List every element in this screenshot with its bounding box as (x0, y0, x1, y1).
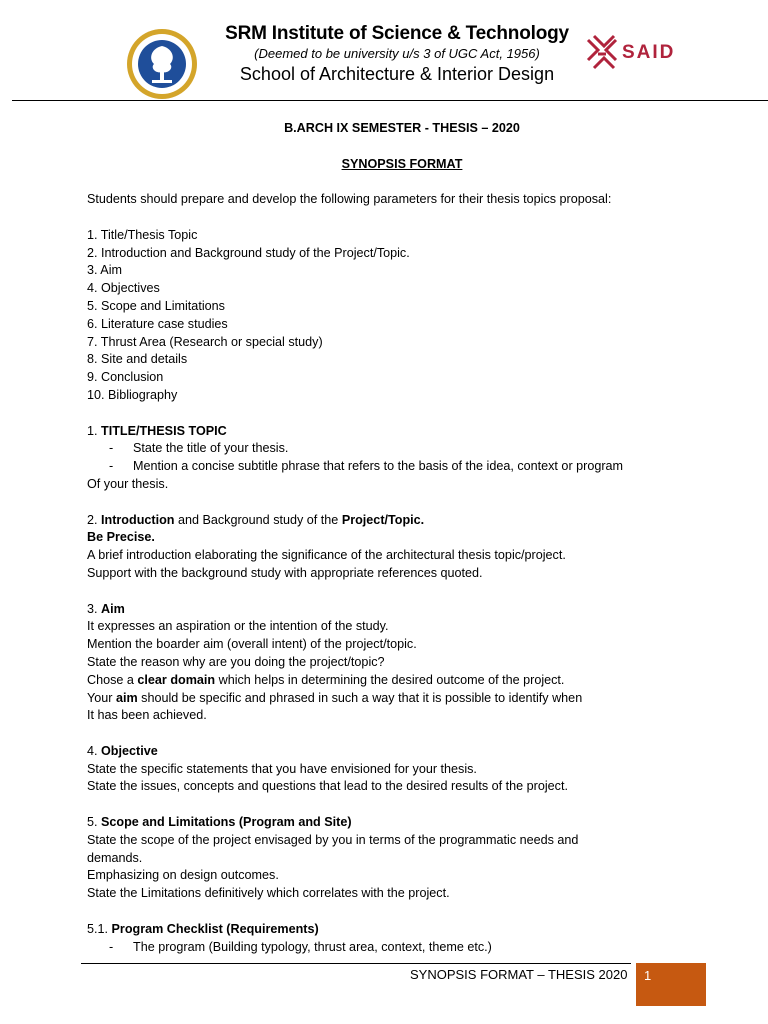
paragraph-line: Emphasizing on design outcomes. (87, 868, 279, 883)
paragraph-line: State the specific statements that you have envisioned for your thesis. (87, 761, 477, 776)
institution-name: SRM Institute of Science & Technology (225, 23, 569, 44)
section-4-heading: 4. Objective (87, 743, 158, 758)
bullet-continuation: Of your thesis. (87, 476, 169, 491)
deemed-university-note: (Deemed to be university u/s 3 of UGC Act, 1956) (254, 46, 540, 61)
section-3-heading: 3. Aim (87, 601, 125, 616)
section-5-heading: 5. Scope and Limitations (Program and Site) (87, 815, 352, 830)
bullet-item: - The program (Building typology, thrust area, context, theme etc.) (109, 939, 492, 954)
section-1-heading: 1. TITLE/THESIS TOPIC (87, 423, 227, 438)
said-logo-text: SAID (622, 42, 676, 63)
semester-heading: B.ARCH IX SEMESTER - THESIS – 2020 (284, 121, 520, 135)
section-5-1-heading: 5.1. Program Checklist (Requirements) (87, 921, 319, 936)
paragraph-line: Your aim should be specific and phrased in such a way that it is possible to identify when (87, 690, 583, 705)
page-header (0, 14, 768, 100)
page-number: 1 (644, 968, 652, 983)
paragraph-line: State the scope of the project envisaged by you in terms of the programmatic needs and (87, 832, 579, 847)
be-precise-note: Be Precise. (87, 530, 155, 545)
section-2-heading: 2. Introduction and Background study of the Project/Topic. (87, 512, 425, 527)
paragraph-line: It expresses an aspiration or the intention of the study. (87, 619, 389, 634)
list-item: 3. Aim (87, 263, 122, 278)
footer-title: SYNOPSIS FORMAT – THESIS 2020 (410, 967, 628, 982)
intro-paragraph: Students should prepare and develop the following parameters for their thesis topics proposal: (87, 192, 612, 207)
said-mark-icon (584, 34, 620, 74)
header-divider (12, 100, 768, 101)
srm-seal-logo (126, 28, 198, 100)
footer-divider (81, 963, 631, 964)
list-item: 1. Title/Thesis Topic (87, 227, 198, 242)
school-name: School of Architecture & Interior Design (239, 64, 555, 84)
list-item: 4. Objectives (87, 281, 160, 296)
paragraph-line: Support with the background study with appropriate references quoted. (87, 565, 483, 580)
list-item: 10. Bibliography (87, 387, 178, 402)
document-body (87, 120, 717, 956)
list-item: 2. Introduction and Background study of the Project/Topic. (87, 245, 410, 260)
bullet-item: - Mention a concise subtitle phrase that refers to the basis of the idea, context or program (109, 459, 624, 474)
list-item: 5. Scope and Limitations (87, 298, 225, 313)
paragraph-line: Mention the boarder aim (overall intent) of the project/topic. (87, 637, 417, 652)
paragraph-line: demands. (87, 850, 143, 865)
paragraph-line: Chose a clear domain which helps in determining the desired outcome of the project. (87, 672, 565, 687)
parameter-list (87, 227, 717, 405)
paragraph-line: State the Limitations definitively which correlates with the project. (87, 886, 450, 901)
page-number-box (636, 963, 706, 1006)
list-item: 7. Thrust Area (Research or special study) (87, 334, 323, 349)
paragraph-line: State the issues, concepts and questions that lead to the desired results of the project. (87, 779, 568, 794)
said-logo (584, 34, 694, 78)
list-item: 6. Literature case studies (87, 316, 228, 331)
bullet-item: - State the title of your thesis. (109, 441, 289, 456)
list-item: 9. Conclusion (87, 370, 164, 385)
paragraph-line: It has been achieved. (87, 708, 207, 723)
document-title: SYNOPSIS FORMAT (341, 156, 463, 171)
paragraph-line: A brief introduction elaborating the significance of the architectural thesis topic/project. (87, 548, 566, 563)
list-item: 8. Site and details (87, 352, 188, 367)
paragraph-line: State the reason why are you doing the project/topic? (87, 654, 385, 669)
